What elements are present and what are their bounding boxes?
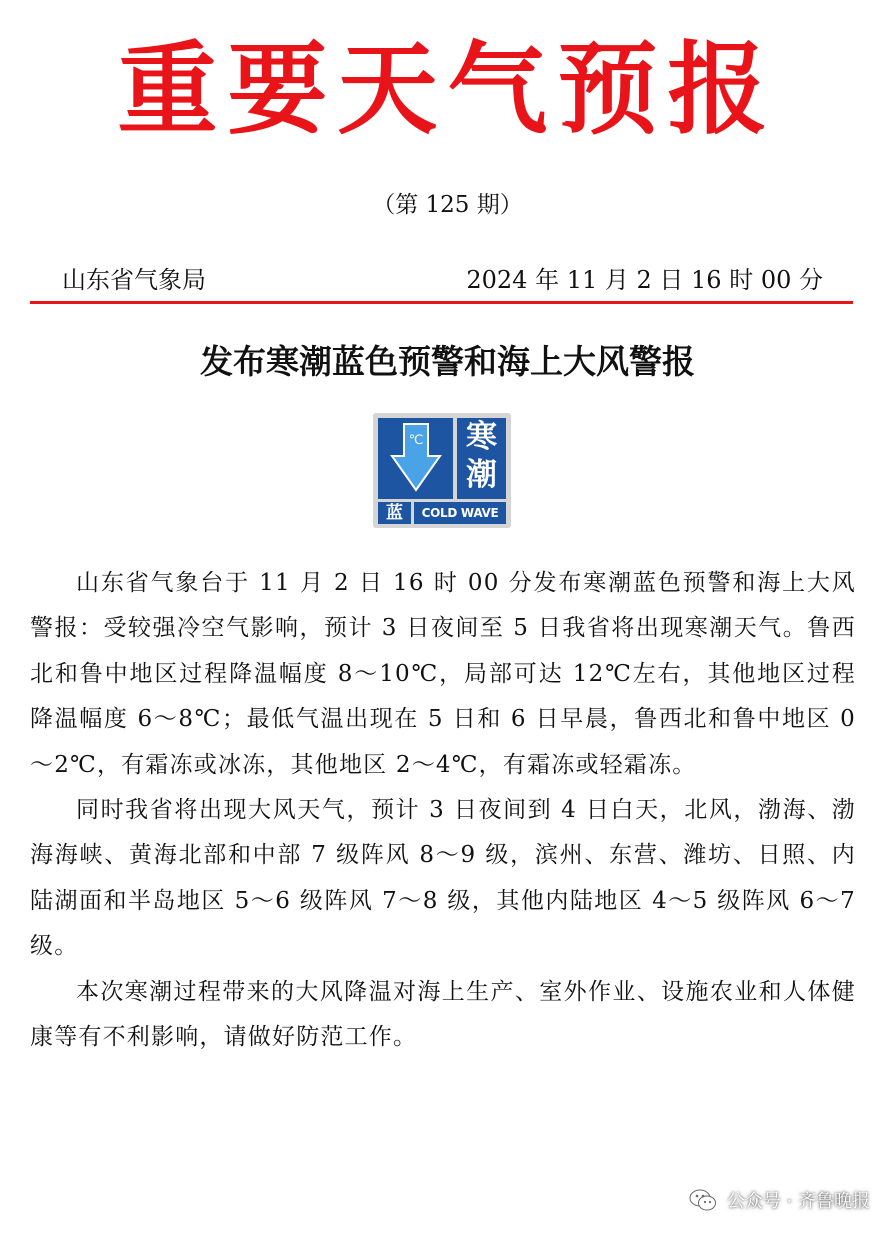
paragraph: 同时我省将出现大风天气，预计 3 日夜间到 4 日白天，北风，渤海、渤海海峡、黄海北部和中部 7 级阵风 8～9 级，滨州、东营、潍坊、日照、内陆湖面和半岛地区 5～6 级阵风 7～8 级，其他内陆地区 4～5 级阵风 6～7 级。: [30, 797, 856, 960]
down-arrow-icon: [390, 422, 442, 494]
badge-level: 蓝: [378, 502, 411, 524]
badge-type-char-1: 寒: [466, 419, 497, 455]
issuer-name: 山东省气象局: [62, 266, 206, 294]
badge-unit: ℃: [408, 433, 424, 448]
masthead-title: 重要天气预报: [117, 31, 778, 148]
paragraph: 山东省气象台于 11 月 2 日 16 时 00 分发布寒潮蓝色预警和海上大风警报：受较强冷空气影响，预计 3 日夜间至 5 日我省将出现寒潮天气。鲁西北和鲁中地区过程降温幅度 8～10℃，局部可达 12℃左右，其他地区过程降温幅度 6～8℃；最低气温出现在 5 日和 6 日早晨，鲁西北和鲁中地区 0～2℃，有霜冻或冰冻，其他地区 2～4℃，有霜冻或轻霜冻。: [30, 570, 856, 778]
watermark: [689, 1183, 870, 1217]
badge-type-panel: [457, 418, 506, 499]
watermark-text: 公众号 · 齐鲁晚报: [726, 1191, 870, 1212]
bulletin-body: [30, 561, 856, 1060]
cold-wave-warning-badge: [373, 413, 511, 528]
badge-english-label: COLD WAVE: [414, 502, 506, 524]
headline: 发布寒潮蓝色预警和海上大风警报: [200, 342, 695, 381]
issue-datetime: 2024 年 11 月 2 日 16 时 00 分: [466, 266, 823, 294]
badge-type-char-2: 潮: [466, 457, 497, 493]
red-divider: [30, 301, 853, 304]
issue-number: （第 125 期）: [372, 192, 523, 218]
issuer-row: [30, 260, 853, 300]
paragraph: 本次寒潮过程带来的大风降温对海上生产、室外作业、设施农业和人体健康等有不利影响，请做好防范工作。: [30, 978, 856, 1051]
wechat-icon: [689, 1188, 717, 1212]
badge-temperature-panel: [378, 418, 453, 499]
